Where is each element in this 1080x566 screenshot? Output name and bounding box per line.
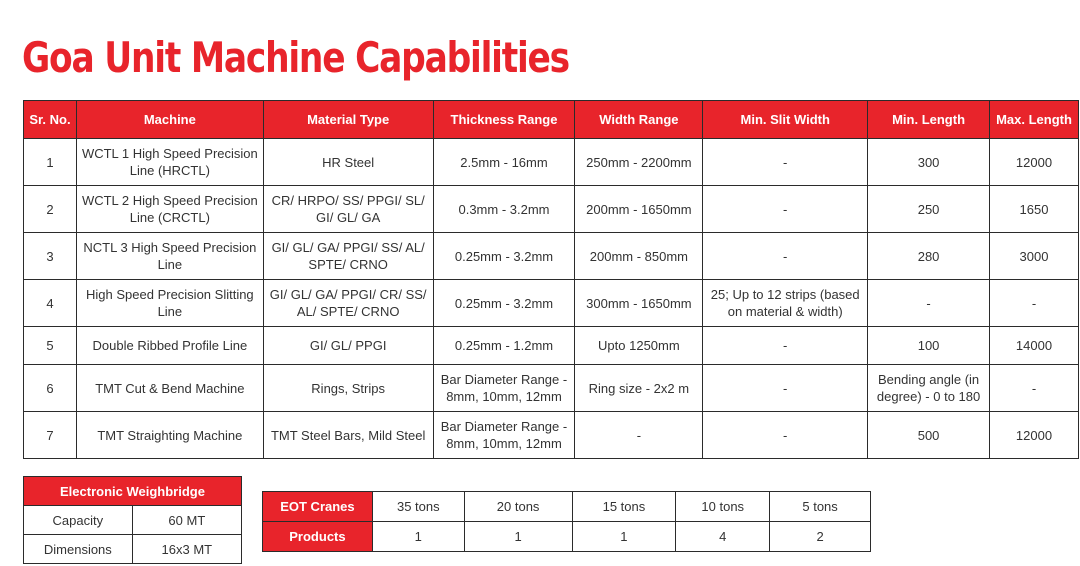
cell-max-length: 14000 xyxy=(990,327,1079,365)
cell-width-range: 300mm - 1650mm xyxy=(575,280,703,327)
cell-sr-no: 7 xyxy=(24,412,77,459)
cell-sr-no: 4 xyxy=(24,280,77,327)
cell-max-length: 12000 xyxy=(990,412,1079,459)
cell-min-slit-width: - xyxy=(703,233,868,280)
eot-product-count: 1 xyxy=(572,522,676,552)
page-title: Goa Unit Machine Capabilities xyxy=(22,33,569,82)
eot-ton-value: 15 tons xyxy=(572,492,676,522)
table-row xyxy=(24,412,1079,459)
header-sr-no: Sr. No. xyxy=(24,101,77,139)
cell-material-type: Rings, Strips xyxy=(263,365,433,412)
cell-thickness-range: 0.25mm - 3.2mm xyxy=(433,233,575,280)
cell-thickness-range: 0.3mm - 3.2mm xyxy=(433,186,575,233)
cell-material-type: GI/ GL/ PPGI xyxy=(263,327,433,365)
cell-width-range: Upto 1250mm xyxy=(575,327,703,365)
weighbridge-label: Capacity xyxy=(24,506,133,535)
cell-machine: WCTL 1 High Speed Precision Line (HRCTL) xyxy=(76,139,263,186)
cell-min-length: 300 xyxy=(868,139,990,186)
cell-min-slit-width: - xyxy=(703,186,868,233)
cell-thickness-range: 2.5mm - 16mm xyxy=(433,139,575,186)
cell-machine: TMT Straighting Machine xyxy=(76,412,263,459)
table-row xyxy=(24,365,1079,412)
weighbridge-value: 60 MT xyxy=(132,506,241,535)
header-thickness-range: Thickness Range xyxy=(433,101,575,139)
cell-max-length: 1650 xyxy=(990,186,1079,233)
cell-width-range: Ring size - 2x2 m xyxy=(575,365,703,412)
eot-header-label: EOT Cranes xyxy=(263,492,373,522)
cell-thickness-range: 0.25mm - 1.2mm xyxy=(433,327,575,365)
cell-machine: WCTL 2 High Speed Precision Line (CRCTL) xyxy=(76,186,263,233)
cell-min-length: 280 xyxy=(868,233,990,280)
cell-max-length: - xyxy=(990,365,1079,412)
cell-thickness-range: 0.25mm - 3.2mm xyxy=(433,280,575,327)
eot-product-count: 2 xyxy=(770,522,871,552)
cell-width-range: - xyxy=(575,412,703,459)
cell-min-slit-width: - xyxy=(703,365,868,412)
cell-max-length: 3000 xyxy=(990,233,1079,280)
header-min-length: Min. Length xyxy=(868,101,990,139)
eot-product-count: 1 xyxy=(372,522,464,552)
header-machine: Machine xyxy=(76,101,263,139)
header-max-length: Max. Length xyxy=(990,101,1079,139)
eot-product-count: 4 xyxy=(676,522,770,552)
header-width-range: Width Range xyxy=(575,101,703,139)
cell-material-type: GI/ GL/ GA/ PPGI/ SS/ AL/ SPTE/ CRNO xyxy=(263,233,433,280)
table-row xyxy=(24,535,242,564)
eot-ton-value: 5 tons xyxy=(770,492,871,522)
cell-min-slit-width: - xyxy=(703,327,868,365)
eot-ton-value: 10 tons xyxy=(676,492,770,522)
weighbridge-label: Dimensions xyxy=(24,535,133,564)
cell-width-range: 250mm - 2200mm xyxy=(575,139,703,186)
cell-sr-no: 5 xyxy=(24,327,77,365)
cell-max-length: 12000 xyxy=(990,139,1079,186)
cell-machine: TMT Cut & Bend Machine xyxy=(76,365,263,412)
cell-max-length: - xyxy=(990,280,1079,327)
cell-material-type: TMT Steel Bars, Mild Steel xyxy=(263,412,433,459)
cell-sr-no: 6 xyxy=(24,365,77,412)
cell-material-type: GI/ GL/ GA/ PPGI/ CR/ SS/ AL/ SPTE/ CRNO xyxy=(263,280,433,327)
cell-sr-no: 3 xyxy=(24,233,77,280)
table-header-row xyxy=(24,101,1079,139)
cell-width-range: 200mm - 1650mm xyxy=(575,186,703,233)
cell-thickness-range: Bar Diameter Range - 8mm, 10mm, 12mm xyxy=(433,412,575,459)
table-row xyxy=(24,186,1079,233)
cell-min-length: 100 xyxy=(868,327,990,365)
cell-machine: NCTL 3 High Speed Precision Line xyxy=(76,233,263,280)
eot-product-count: 1 xyxy=(464,522,572,552)
header-material-type: Material Type xyxy=(263,101,433,139)
cell-sr-no: 2 xyxy=(24,186,77,233)
table-row xyxy=(24,233,1079,280)
eot-tons-row xyxy=(263,492,871,522)
cell-min-slit-width: 25; Up to 12 strips (based on material & width) xyxy=(703,280,868,327)
weighbridge-value: 16x3 MT xyxy=(132,535,241,564)
table-row xyxy=(24,280,1079,327)
cell-width-range: 200mm - 850mm xyxy=(575,233,703,280)
table-row xyxy=(24,327,1079,365)
cell-min-length: 250 xyxy=(868,186,990,233)
eot-ton-value: 35 tons xyxy=(372,492,464,522)
cell-min-length: Bending angle (in degree) - 0 to 180 xyxy=(868,365,990,412)
table-row xyxy=(24,139,1079,186)
weighbridge-header-row xyxy=(24,477,242,506)
eot-cranes-table xyxy=(262,491,871,552)
cell-material-type: HR Steel xyxy=(263,139,433,186)
eot-products-row xyxy=(263,522,871,552)
cell-min-slit-width: - xyxy=(703,139,868,186)
cell-material-type: CR/ HRPO/ SS/ PPGI/ SL/ GI/ GL/ GA xyxy=(263,186,433,233)
cell-sr-no: 1 xyxy=(24,139,77,186)
eot-products-label: Products xyxy=(263,522,373,552)
eot-ton-value: 20 tons xyxy=(464,492,572,522)
header-min-slit-width: Min. Slit Width xyxy=(703,101,868,139)
cell-min-length: - xyxy=(868,280,990,327)
cell-thickness-range: Bar Diameter Range - 8mm, 10mm, 12mm xyxy=(433,365,575,412)
machine-capabilities-table xyxy=(23,100,1079,459)
weighbridge-table xyxy=(23,476,242,564)
cell-min-slit-width: - xyxy=(703,412,868,459)
weighbridge-title: Electronic Weighbridge xyxy=(24,477,242,506)
table-row xyxy=(24,506,242,535)
cell-machine: High Speed Precision Slitting Line xyxy=(76,280,263,327)
cell-machine: Double Ribbed Profile Line xyxy=(76,327,263,365)
cell-min-length: 500 xyxy=(868,412,990,459)
